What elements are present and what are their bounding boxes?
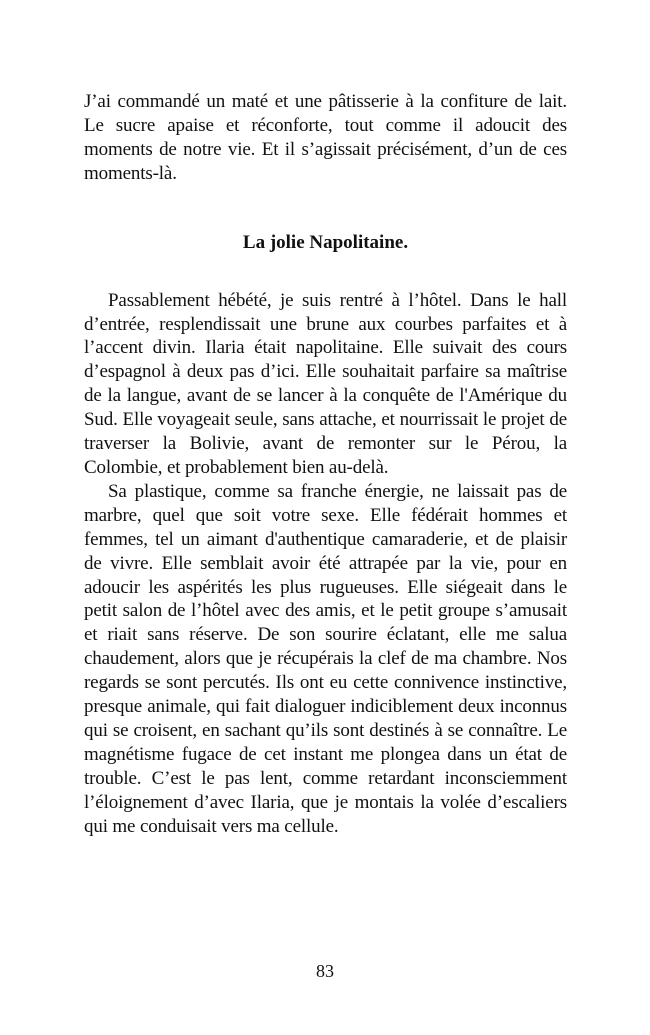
paragraph-2: Sa plastique, comme sa franche énergie, ne laissait pas de marbre, quel que soit votre sexe. Elle fédérait hommes et femmes, tel un aimant d'authentique camaraderie, et de plaisir de vivre. Elle semblait avoir été attrapée par la vie, pour en adoucir les aspérités les plus rugueuses. Elle siégeait dans le petit salon de l’hôtel avec des amis, et le petit groupe s’amusait et riait sans réserve. De son sourire éclatant, elle me salua chaudement, alors que je récupérais la clef de ma chambre. Nos regards se sont percutés. Ils ont eu cette connivence instinctive, presque animale, qui fait dialoguer indiciblement deux inconnus qui se croisent, en sachant qu’ils sont destinés à se connaître. Le magnétisme fugace de cet instant me plongea dans un état de trouble. C’est le pas lent, comme retardant inconsciemment l’éloignement d’avec Ilaria, que je montais la volée d’escaliers qui me conduisait vers ma cellule. xyxy=(84,480,567,837)
page-body xyxy=(84,90,567,838)
page-number: 83 xyxy=(316,961,334,981)
section-heading: La jolie Napolitaine. xyxy=(242,231,409,253)
paragraph-1: Passablement hébété, je suis rentré à l’hôtel. Dans le hall d’entrée, resplendissait une brune aux courbes parfaites et à l’accent divin. Ilaria était napolitaine. Elle suivait des cours d’espagnol à deux pas d’ici. Elle souhaitait parfaire sa maîtrise de la langue, avant de se lancer à la conquête de l'Amérique du Sud. Elle voyageait seule, sans attache, et nourrissait le projet de traverser la Bolivie, avant de remonter sur le Pérou, la Colombie, et probablement bien au-delà. xyxy=(84,289,567,478)
paragraph-intro: J’ai commandé un maté et une pâtisserie à la confiture de lait. Le sucre apaise et réconforte, tout comme il adoucit des moments de notre vie. Et il s’agissait précisément, d’un de ces moments-là. xyxy=(84,91,567,184)
